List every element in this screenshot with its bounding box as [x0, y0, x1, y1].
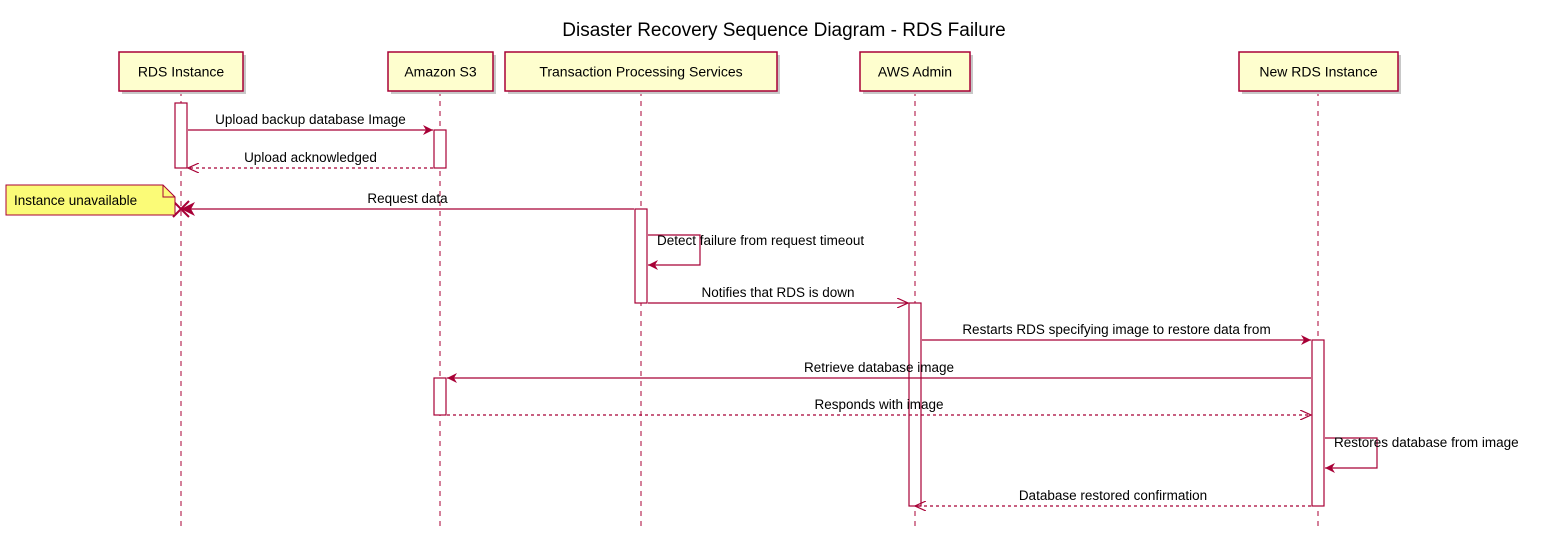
message-5 — [648, 285, 908, 303]
message-label: Responds with image — [814, 397, 944, 412]
participant-admin — [860, 52, 973, 94]
activation-bar-tps — [635, 209, 647, 303]
participant-label: New RDS Instance — [1259, 63, 1378, 80]
message-2 — [188, 150, 433, 168]
participants — [119, 52, 1401, 94]
diagram-title: Disaster Recovery Sequence Diagram - RDS Failure — [562, 20, 1006, 41]
activation-bar-rds — [175, 103, 187, 168]
message-3 — [173, 191, 634, 217]
message-label: Request data — [367, 191, 448, 206]
participant-tps — [505, 52, 780, 94]
message-label: Retrieve database image — [803, 360, 955, 375]
message-1 — [188, 112, 433, 130]
participant-label: Amazon S3 — [404, 63, 477, 80]
message-label: Restores database from image — [1334, 435, 1519, 450]
message-6 — [922, 322, 1311, 340]
message-9 — [1325, 435, 1519, 468]
message-label: Database restored confirmation — [1018, 488, 1208, 503]
participant-label: RDS Instance — [137, 63, 225, 80]
participant-rds — [119, 52, 246, 94]
message-10 — [915, 488, 1311, 506]
participant-label: Transaction Processing Services — [539, 63, 743, 80]
activation-bar-s3 — [434, 378, 446, 415]
message-8 — [447, 397, 1311, 415]
activation-bar-newrds — [1312, 340, 1324, 506]
message-4 — [648, 233, 864, 265]
message-label: Notifies that RDS is down — [701, 285, 855, 300]
note-rds — [6, 185, 175, 215]
participant-label: AWS Admin — [877, 63, 953, 80]
message-label: Upload backup database Image — [215, 112, 406, 127]
note-label: Instance unavailable — [14, 193, 138, 208]
message-label: Detect failure from request timeout — [657, 233, 865, 248]
notes — [6, 185, 175, 215]
activation-bar-s3 — [434, 130, 446, 168]
message-label: Restarts RDS specifying image to restore data from — [962, 322, 1271, 337]
message-7 — [447, 360, 1311, 378]
participant-newrds — [1239, 52, 1401, 94]
message-label: Upload acknowledged — [244, 150, 377, 165]
participant-s3 — [388, 52, 496, 94]
